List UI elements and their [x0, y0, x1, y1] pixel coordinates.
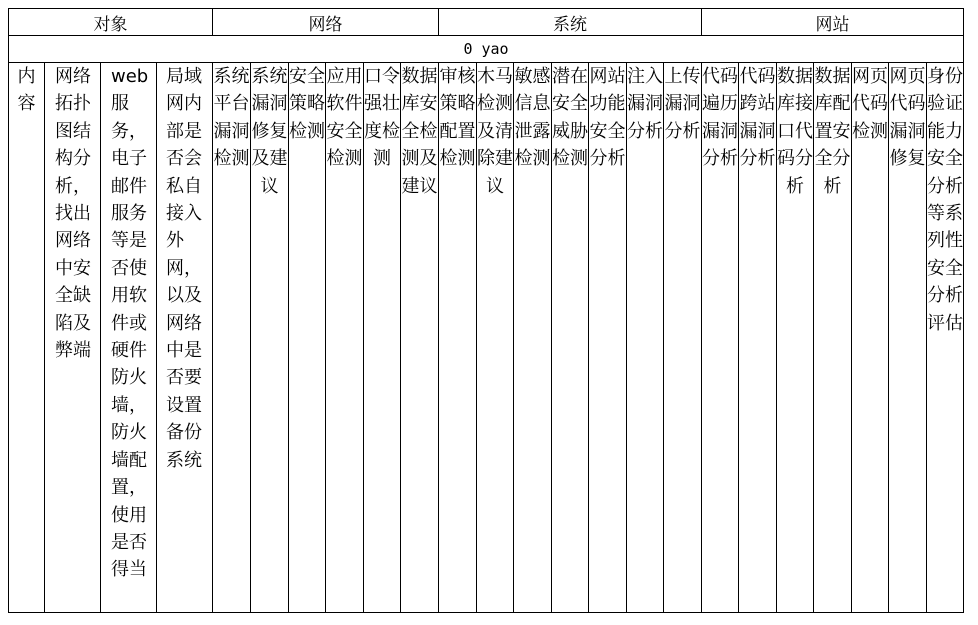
content-cell: 网站功能安全分析 — [589, 63, 627, 613]
content-cell: 应用软件安全检测 — [326, 63, 364, 613]
header-website: 网站 — [702, 9, 964, 36]
content-cell-lan: 局域网内部是否会私自接入外网，以及网络中是否要设置备份系统 — [157, 63, 213, 613]
content-cell: 网页代码检测 — [852, 63, 889, 613]
content-cell: 数据库安全检测及建议 — [401, 63, 439, 613]
content-cell: 网页代码漏洞修复 — [889, 63, 927, 613]
content-cell: 潜在安全威胁检测 — [552, 63, 589, 613]
header-object: 对象 — [9, 9, 213, 36]
content-cell: 代码跨站漏洞分析 — [739, 63, 777, 613]
content-row — [9, 63, 964, 613]
content-cell: 安全策略检测 — [289, 63, 326, 613]
content-cell-topology: 网络拓扑图结构分析，找出网络中安全缺陷及弊端 — [45, 63, 101, 613]
content-cell: 代码遍历漏洞分析 — [702, 63, 739, 613]
content-cell: 审核策略配置检测 — [439, 63, 477, 613]
content-cell-firewall: web服务，电子邮件服务等是否使用软件或硬件防火墙，防火墙配置，使用是否得当 — [101, 63, 157, 613]
assessment-table — [8, 8, 964, 613]
content-cell: 身份验证能力安全分析等系列性安全分析评估 — [927, 63, 964, 613]
content-cell: 上传漏洞分析 — [664, 63, 702, 613]
category-header-row — [9, 9, 964, 36]
header-network: 网络 — [213, 9, 439, 36]
content-cell: 木马检测及清除建议 — [477, 63, 514, 613]
content-cell: 敏感信息泄露检测 — [514, 63, 552, 613]
content-cell: 系统漏洞修复及建议 — [251, 63, 289, 613]
content-cell: 口令强壮度检测 — [364, 63, 401, 613]
content-cell-label: 内容 — [9, 63, 45, 613]
subheader-row — [9, 36, 964, 63]
subheader-label: 0 yao — [9, 36, 964, 63]
content-cell: 注入漏洞分析 — [627, 63, 664, 613]
content-cell: 系统平台漏洞检测 — [213, 63, 251, 613]
content-cell: 数据库接口代码分析 — [777, 63, 814, 613]
content-cell: 数据库配置安全分析 — [814, 63, 852, 613]
header-system: 系统 — [439, 9, 702, 36]
